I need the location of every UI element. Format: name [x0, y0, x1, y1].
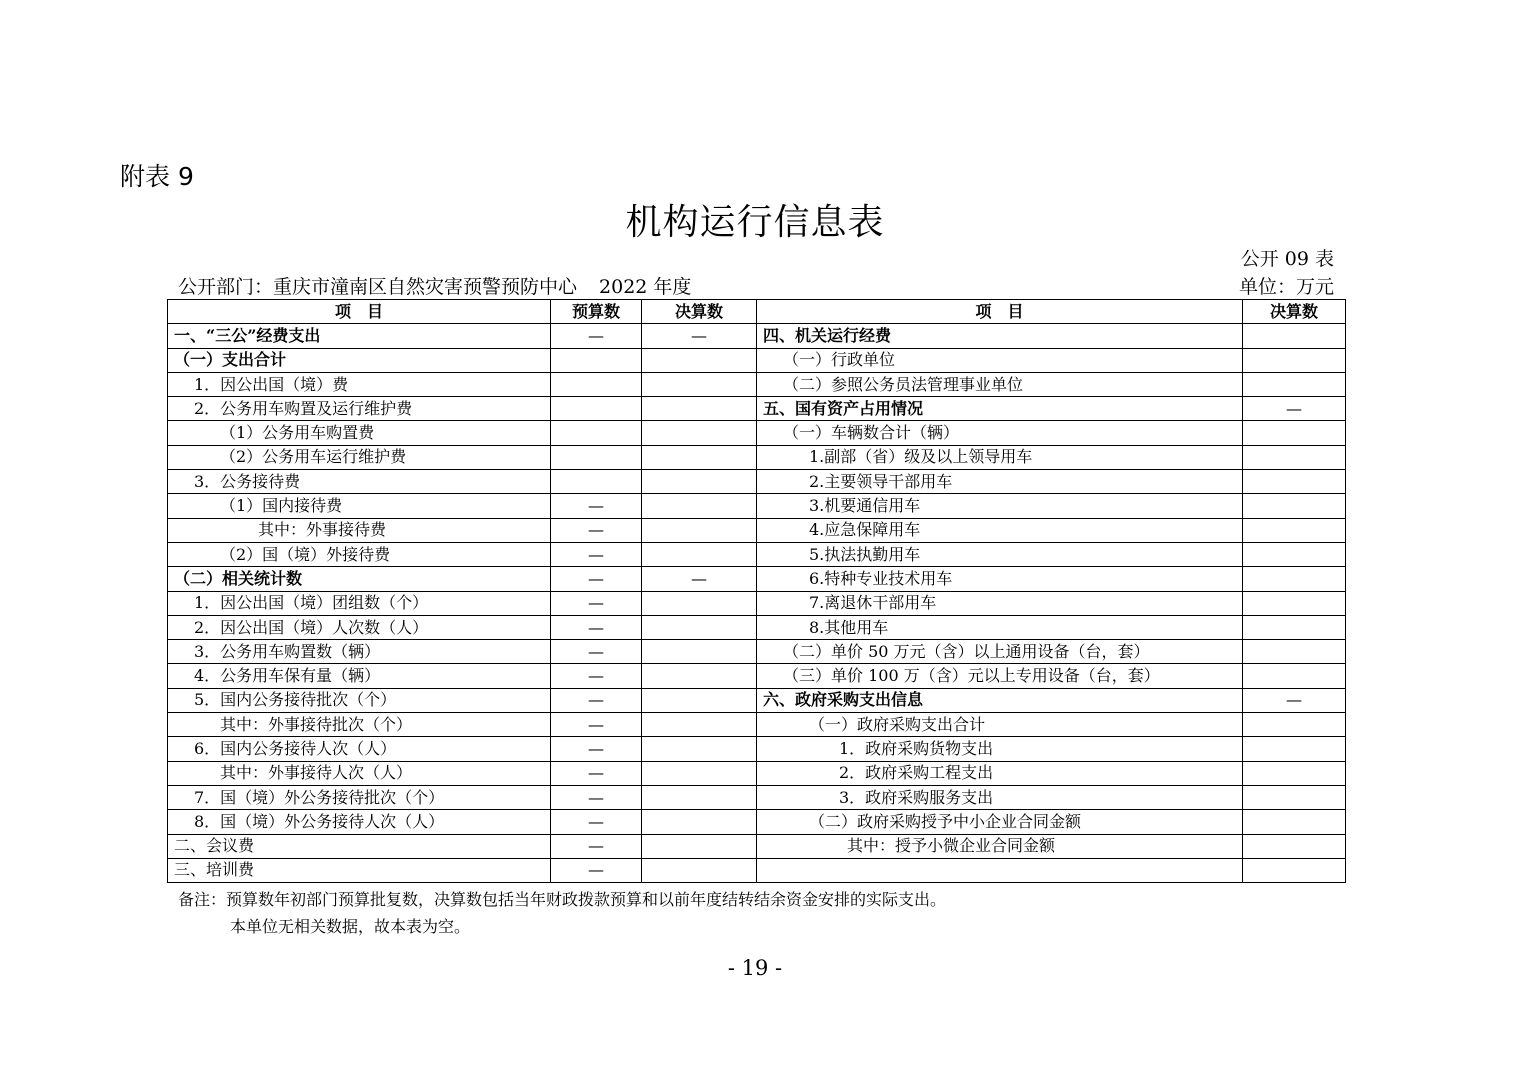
- budget-cell: —: [551, 494, 642, 518]
- table-row: [168, 640, 1346, 664]
- final-cell: [642, 445, 757, 469]
- right-item-cell: 1.副部（省）级及以上领导用车: [757, 445, 1243, 469]
- left-item-cell: 其中：外事接待费: [168, 518, 551, 542]
- left-item-cell: 1．因公出国（境）费: [168, 372, 551, 396]
- info-table: [167, 299, 1346, 883]
- right-item-cell: 7.离退休干部用车: [757, 591, 1243, 615]
- final-cell: [642, 664, 757, 688]
- header-budget: 预算数: [551, 300, 642, 324]
- right-item-cell: 3.机要通信用车: [757, 494, 1243, 518]
- right-final-cell: [1243, 737, 1346, 761]
- right-item-cell: （二）政府采购授予中小企业合同金额: [757, 810, 1243, 834]
- empty-data-note: 本单位无相关数据，故本表为空。: [230, 917, 471, 936]
- right-item-cell: 1．政府采购货物支出: [757, 737, 1243, 761]
- appendix-label: 附表 9: [120, 162, 194, 191]
- table-row: [168, 785, 1346, 809]
- right-final-cell: [1243, 348, 1346, 372]
- table-row: [168, 761, 1346, 785]
- right-item-cell: （三）单价 100 万（含）元以上专用设备（台，套）: [757, 664, 1243, 688]
- header-right-final: 决算数: [1243, 300, 1346, 324]
- page-number: - 19 -: [727, 956, 783, 980]
- table-row: [168, 688, 1346, 712]
- budget-cell: —: [551, 542, 642, 566]
- left-item-cell: 4．公务用车保有量（辆）: [168, 664, 551, 688]
- table-row: [168, 542, 1346, 566]
- right-final-cell: [1243, 494, 1346, 518]
- table-row: [168, 834, 1346, 858]
- final-cell: [642, 615, 757, 639]
- final-cell: [642, 397, 757, 421]
- table-row: [168, 713, 1346, 737]
- right-item-cell: 2．政府采购工程支出: [757, 761, 1243, 785]
- left-item-cell: 3．公务接待费: [168, 470, 551, 494]
- table-row: [168, 858, 1346, 882]
- left-item-cell: （二）相关统计数: [168, 567, 551, 591]
- left-item-cell: 1．因公出国（境）团组数（个）: [168, 591, 551, 615]
- final-cell: [642, 858, 757, 882]
- left-item-cell: 2．因公出国（境）人次数（人）: [168, 615, 551, 639]
- right-item-cell: 六、政府采购支出信息: [757, 688, 1243, 712]
- final-cell: [642, 810, 757, 834]
- table-code: 公开 09 表: [1240, 248, 1334, 270]
- budget-cell: [551, 372, 642, 396]
- budget-cell: [551, 421, 642, 445]
- table-row: [168, 397, 1346, 421]
- right-item-cell: 3．政府采购服务支出: [757, 785, 1243, 809]
- table-row: [168, 470, 1346, 494]
- final-cell: [642, 737, 757, 761]
- right-final-cell: [1243, 713, 1346, 737]
- final-cell: [642, 834, 757, 858]
- right-item-cell: （一）行政单位: [757, 348, 1243, 372]
- right-final-cell: [1243, 761, 1346, 785]
- table-row: [168, 445, 1346, 469]
- budget-cell: —: [551, 761, 642, 785]
- table-row: [168, 737, 1346, 761]
- right-item-cell: （二）参照公务员法管理事业单位: [757, 372, 1243, 396]
- right-item-cell: 5.执法执勤用车: [757, 542, 1243, 566]
- header-final: 决算数: [642, 300, 757, 324]
- left-item-cell: 6．国内公务接待人次（人）: [168, 737, 551, 761]
- right-final-cell: [1243, 518, 1346, 542]
- right-item-cell: 2.主要领导干部用车: [757, 470, 1243, 494]
- right-final-cell: [1243, 591, 1346, 615]
- final-cell: [642, 591, 757, 615]
- header-left-item: 项 目: [168, 300, 551, 324]
- final-cell: [642, 518, 757, 542]
- budget-cell: —: [551, 834, 642, 858]
- left-item-cell: （2）国（境）外接待费: [168, 542, 551, 566]
- final-cell: [642, 785, 757, 809]
- budget-cell: —: [551, 615, 642, 639]
- left-item-cell: 二、会议费: [168, 834, 551, 858]
- final-cell: [642, 713, 757, 737]
- header-right-item: 项 目: [757, 300, 1243, 324]
- left-item-cell: 2．公务用车购置及运行维护费: [168, 397, 551, 421]
- budget-cell: —: [551, 737, 642, 761]
- final-cell: [642, 542, 757, 566]
- unit-label: 单位：万元: [1238, 276, 1334, 298]
- right-final-cell: [1243, 445, 1346, 469]
- right-final-cell: [1243, 615, 1346, 639]
- left-item-cell: （一）支出合计: [168, 348, 551, 372]
- right-final-cell: [1243, 324, 1346, 348]
- right-item-cell: 其中：授予小微企业合同金额: [757, 834, 1243, 858]
- table-row: [168, 518, 1346, 542]
- left-item-cell: 3．公务用车购置数（辆）: [168, 640, 551, 664]
- budget-cell: —: [551, 713, 642, 737]
- table-header-row: [168, 300, 1346, 324]
- fiscal-year: 2022 年度: [599, 276, 692, 298]
- right-final-cell: [1243, 567, 1346, 591]
- budget-cell: —: [551, 518, 642, 542]
- table-row: [168, 421, 1346, 445]
- table-row: [168, 494, 1346, 518]
- budget-cell: —: [551, 810, 642, 834]
- final-cell: [642, 421, 757, 445]
- department-name: 公开部门：重庆市潼南区自然灾害预警预防中心: [178, 276, 578, 298]
- right-final-cell: [1243, 640, 1346, 664]
- table-row: [168, 567, 1346, 591]
- right-final-cell: [1243, 542, 1346, 566]
- final-cell: [642, 470, 757, 494]
- table-body: [168, 324, 1346, 883]
- table-row: [168, 348, 1346, 372]
- final-cell: [642, 640, 757, 664]
- right-item-cell: 五、国有资产占用情况: [757, 397, 1243, 421]
- left-item-cell: 其中：外事接待批次（个）: [168, 713, 551, 737]
- right-item-cell: （一）政府采购支出合计: [757, 713, 1243, 737]
- budget-cell: —: [551, 688, 642, 712]
- right-item-cell: 8.其他用车: [757, 615, 1243, 639]
- budget-cell: [551, 445, 642, 469]
- right-final-cell: [1243, 664, 1346, 688]
- right-item-cell: 4.应急保障用车: [757, 518, 1243, 542]
- budget-cell: —: [551, 567, 642, 591]
- final-cell: —: [642, 324, 757, 348]
- budget-cell: —: [551, 858, 642, 882]
- left-item-cell: 5．国内公务接待批次（个）: [168, 688, 551, 712]
- final-cell: [642, 348, 757, 372]
- budget-cell: [551, 470, 642, 494]
- right-final-cell: [1243, 834, 1346, 858]
- table-row: [168, 615, 1346, 639]
- final-cell: —: [642, 567, 757, 591]
- right-item-cell: 四、机关运行经费: [757, 324, 1243, 348]
- budget-cell: —: [551, 591, 642, 615]
- budget-cell: —: [551, 324, 642, 348]
- right-final-cell: [1243, 372, 1346, 396]
- table-row: [168, 324, 1346, 348]
- right-final-cell: —: [1243, 688, 1346, 712]
- right-final-cell: —: [1243, 397, 1346, 421]
- footnote: 备注：预算数年初部门预算批复数，决算数包括当年财政拨款预算和以前年度结转结余资金安排的实际支出。: [178, 890, 947, 909]
- right-item-cell: （二）单价 50 万元（含）以上通用设备（台，套）: [757, 640, 1243, 664]
- right-final-cell: [1243, 421, 1346, 445]
- left-item-cell: 三、培训费: [168, 858, 551, 882]
- department-line: [178, 272, 691, 299]
- right-item-cell: （一）车辆数合计（辆）: [757, 421, 1243, 445]
- right-item-cell: 6.特种专业技术用车: [757, 567, 1243, 591]
- table-row: [168, 664, 1346, 688]
- budget-cell: —: [551, 785, 642, 809]
- budget-cell: [551, 397, 642, 421]
- right-final-cell: [1243, 810, 1346, 834]
- right-final-cell: [1243, 470, 1346, 494]
- left-item-cell: 7．国（境）外公务接待批次（个）: [168, 785, 551, 809]
- final-cell: [642, 688, 757, 712]
- budget-cell: [551, 348, 642, 372]
- table-row: [168, 372, 1346, 396]
- right-final-cell: [1243, 858, 1346, 882]
- right-final-cell: [1243, 785, 1346, 809]
- left-item-cell: （1）国内接待费: [168, 494, 551, 518]
- left-item-cell: （2）公务用车运行维护费: [168, 445, 551, 469]
- table-row: [168, 810, 1346, 834]
- left-item-cell: （1）公务用车购置费: [168, 421, 551, 445]
- left-item-cell: 8．国（境）外公务接待人次（人）: [168, 810, 551, 834]
- right-item-cell: [757, 858, 1243, 882]
- left-item-cell: 一、“三公”经费支出: [168, 324, 551, 348]
- final-cell: [642, 372, 757, 396]
- table-row: [168, 591, 1346, 615]
- final-cell: [642, 761, 757, 785]
- left-item-cell: 其中：外事接待人次（人）: [168, 761, 551, 785]
- page-title: 机构运行信息表: [625, 202, 885, 243]
- budget-cell: —: [551, 640, 642, 664]
- final-cell: [642, 494, 757, 518]
- budget-cell: —: [551, 664, 642, 688]
